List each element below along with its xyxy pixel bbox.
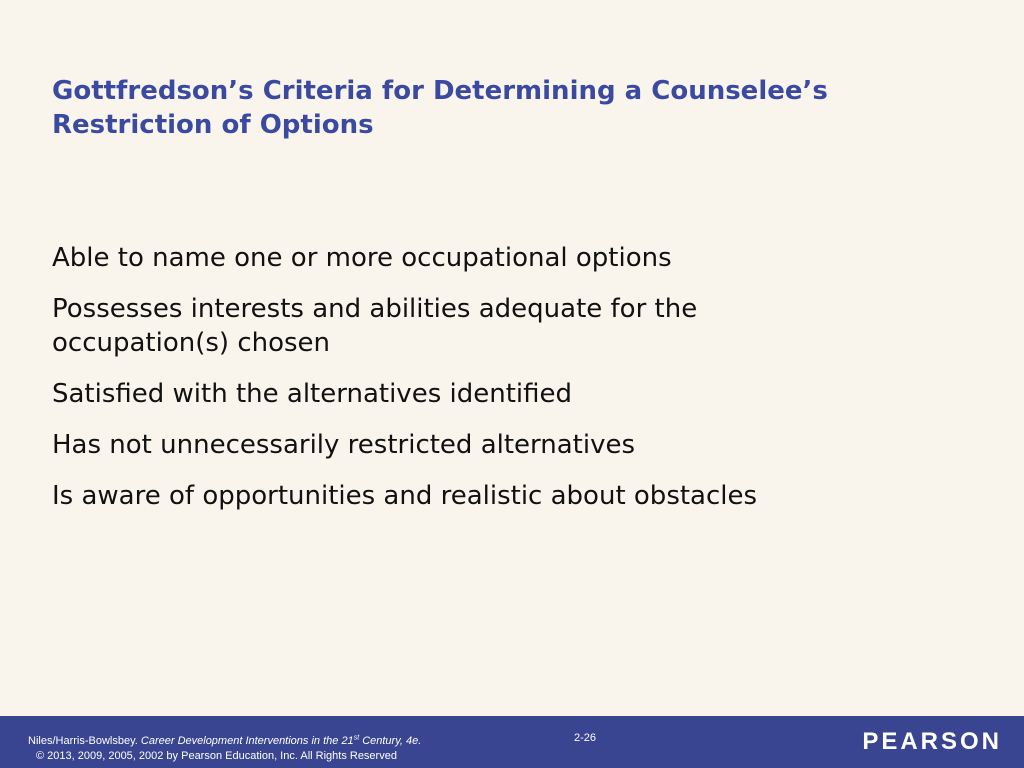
- footer-copyright: © 2013, 2009, 2005, 2002 by Pearson Education, Inc. All Rights Reserved: [36, 750, 397, 762]
- footer-credit: [28, 734, 421, 764]
- footer-book-title-pre: Career Development Interventions in the 21: [140, 735, 354, 747]
- footer-citation: [28, 734, 421, 749]
- page-number: 2-26: [574, 732, 597, 744]
- footer-bar: [0, 716, 1024, 768]
- list-item-text: Is aware of opportunities and realistic about obstacles: [52, 481, 758, 511]
- footer-book-title-sup: st: [353, 734, 360, 742]
- list-item: [52, 241, 952, 275]
- criteria-list: [52, 241, 952, 530]
- list-item: [52, 428, 952, 462]
- slide-title-line-1: Gottfredson’s Criteria for Determining a Counselee’s: [52, 76, 828, 106]
- list-item: [52, 377, 952, 411]
- list-item-text: Able to name one or more occupational options: [52, 243, 672, 273]
- footer-authors: Niles/Harris-Bowlsbey.: [28, 735, 138, 747]
- pearson-logo: PEARSON: [862, 728, 1002, 755]
- list-item-text: Has not unnecessarily restricted alternatives: [52, 430, 636, 460]
- footer-book-title: [141, 735, 421, 747]
- list-item-text: Possesses interests and abilities adequate for the: [52, 294, 698, 324]
- footer-book-title-post: Century, 4e.: [359, 735, 422, 747]
- slide-title: [52, 74, 972, 142]
- list-item: [52, 292, 952, 360]
- list-item: [52, 479, 952, 513]
- list-item-text: Satisfied with the alternatives identified: [52, 379, 572, 409]
- slide-title-line-2: Restriction of Options: [52, 110, 374, 140]
- list-item-text-continued: occupation(s) chosen: [52, 328, 331, 358]
